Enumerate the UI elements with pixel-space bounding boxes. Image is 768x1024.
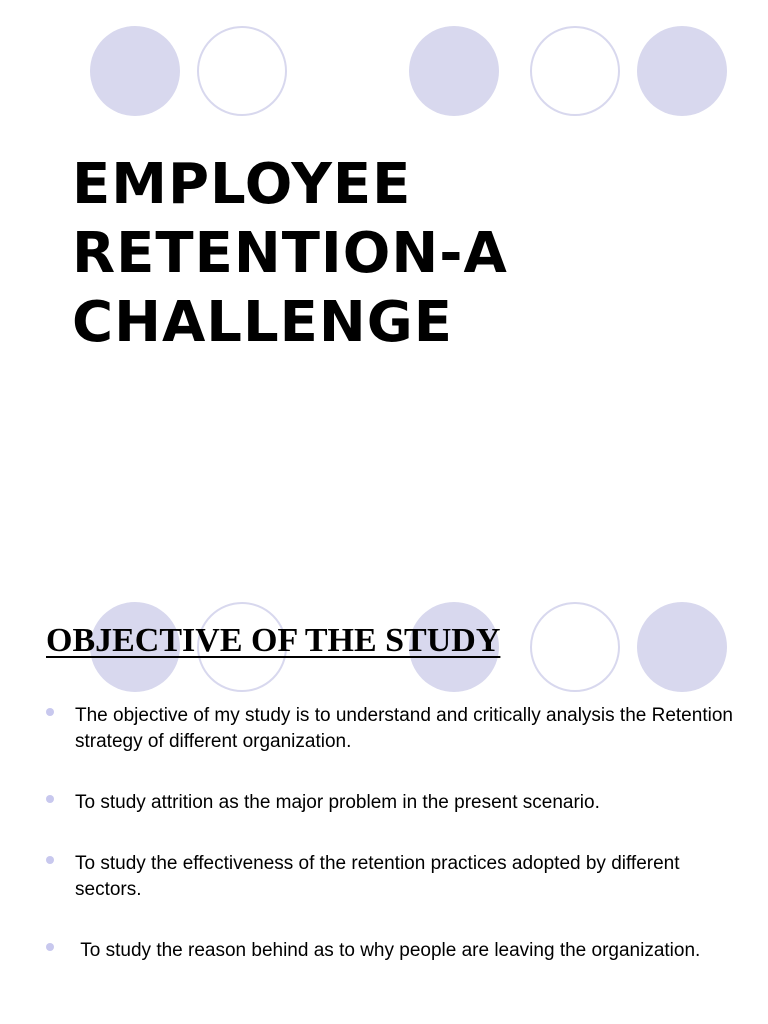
decor-circle-outline xyxy=(530,26,620,116)
list-item xyxy=(46,851,736,903)
decor-circle-outline xyxy=(530,602,620,692)
slide-objective xyxy=(0,576,768,1024)
title-line: CHALLENGE xyxy=(72,290,454,355)
decor-circle-filled xyxy=(637,26,727,116)
decor-circle-filled xyxy=(409,26,499,116)
list-item xyxy=(46,938,736,964)
list-item-text: The objective of my study is to understand and critically analysis the Retention strategy of different organization. xyxy=(75,705,733,752)
list-item-text: To study the reason behind as to why people are leaving the organization. xyxy=(75,940,701,961)
objective-list xyxy=(46,703,736,964)
bullet-dot-icon xyxy=(46,943,54,951)
list-item xyxy=(46,703,736,755)
list-item-text: To study the effectiveness of the retention practices adopted by different sectors. xyxy=(75,853,680,900)
bullet-dot-icon xyxy=(46,708,54,716)
list-item xyxy=(46,790,736,816)
page-title xyxy=(72,150,508,357)
decor-circle-filled xyxy=(637,602,727,692)
list-item-text: To study attrition as the major problem in the present scenario. xyxy=(75,792,600,813)
decor-circle-filled xyxy=(90,26,180,116)
bullet-dot-icon xyxy=(46,795,54,803)
title-line: EMPLOYEE xyxy=(72,152,412,217)
decor-circle-outline xyxy=(197,26,287,116)
bullet-dot-icon xyxy=(46,856,54,864)
title-line: RETENTION-A xyxy=(72,221,508,286)
section-title: OBJECTIVE OF THE STUDY xyxy=(46,622,501,659)
